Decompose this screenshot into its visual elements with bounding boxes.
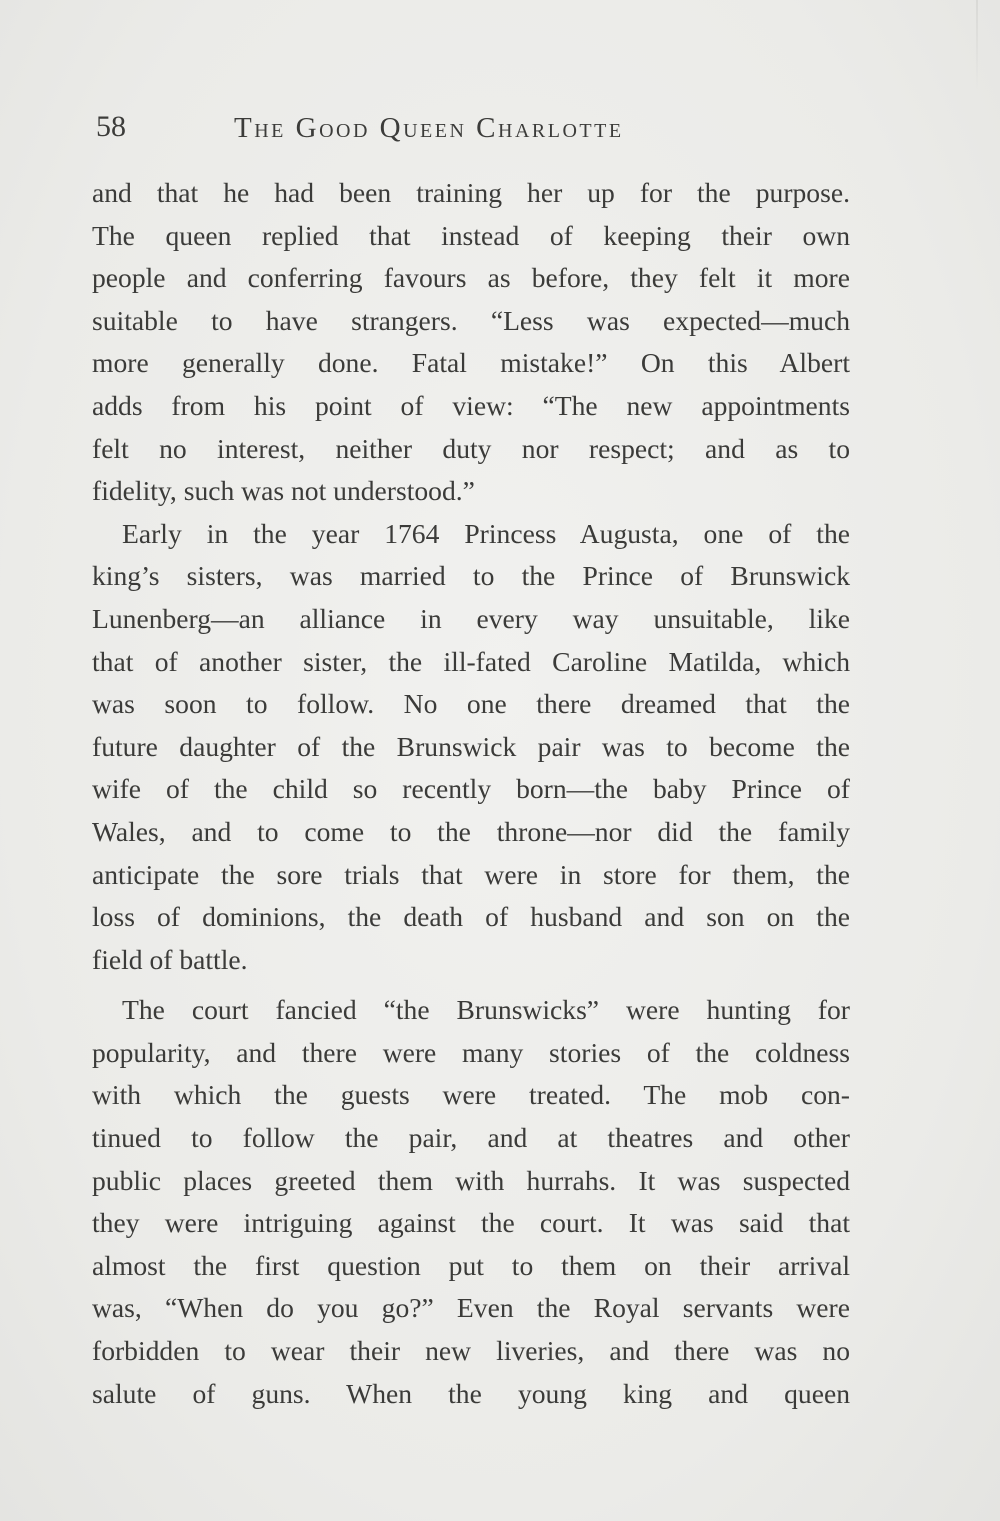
body-text xyxy=(92,172,850,1415)
running-title: The Good Queen Charlotte xyxy=(234,112,624,144)
page-number: 58 xyxy=(96,110,126,143)
text-line: wife of the child so recently born—the baby Prince of xyxy=(92,773,850,805)
text-line: public places greeted them with hurrahs. It was suspected xyxy=(92,1164,850,1196)
text-line: Early in the year 1764 Princess Augusta, one of the xyxy=(122,517,850,549)
text-line: more generally done. Fatal mistake!” On this Albert xyxy=(92,347,850,379)
text-line: fidelity, such was not understood.” xyxy=(92,475,475,507)
page-header xyxy=(92,108,852,154)
text-line: loss of dominions, the death of husband and son on the xyxy=(92,901,850,933)
page-crease xyxy=(976,0,978,90)
text-line: anticipate the sore trials that were in store for them, the xyxy=(92,858,850,890)
text-line: with which the guests were treated. The mob con- xyxy=(92,1079,850,1111)
text-line: that of another sister, the ill-fated Caroline Matilda, which xyxy=(92,645,850,677)
text-line: was, “When do you go?” Even the Royal servants were xyxy=(92,1292,850,1324)
text-line: future daughter of the Brunswick pair was to become the xyxy=(92,730,850,762)
text-line: tinued to follow the pair, and at theatres and other xyxy=(92,1122,850,1154)
text-line: popularity, and there were many stories of the coldness xyxy=(92,1036,850,1068)
text-line: field of battle. xyxy=(92,943,248,975)
text-line: people and conferring favours as before, they felt it more xyxy=(92,262,850,294)
text-line: and that he had been training her up for the purpose. xyxy=(92,177,850,208)
text-line: suitable to have strangers. “Less was expected—much xyxy=(92,304,850,336)
paragraph-1 xyxy=(92,172,850,513)
paragraph-2 xyxy=(92,513,850,982)
text-line: they were intriguing against the court. It was said that xyxy=(92,1207,850,1239)
paragraph-spacing xyxy=(92,981,850,989)
text-line: king’s sisters, was married to the Prince of Brunswick xyxy=(92,560,850,592)
text-line: was soon to follow. No one there dreamed that the xyxy=(92,688,850,720)
text-line: salute of guns. When the young king and queen xyxy=(92,1377,850,1409)
text-line: felt no interest, neither duty nor respect; and as to xyxy=(92,432,850,464)
text-line: almost the first question put to them on their arrival xyxy=(92,1249,850,1281)
text-line: Wales, and to come to the throne—nor did the family xyxy=(92,815,850,847)
paragraph-3 xyxy=(92,989,850,1415)
text-line: Lunenberg—an alliance in every way unsuitable, like xyxy=(92,602,850,634)
text-line: The court fancied “the Brunswicks” were hunting for xyxy=(122,994,850,1026)
text-line: The queen replied that instead of keeping their own xyxy=(92,219,850,251)
text-line: adds from his point of view: “The new appointments xyxy=(92,389,850,421)
text-line: forbidden to wear their new liveries, and there was no xyxy=(92,1335,850,1367)
